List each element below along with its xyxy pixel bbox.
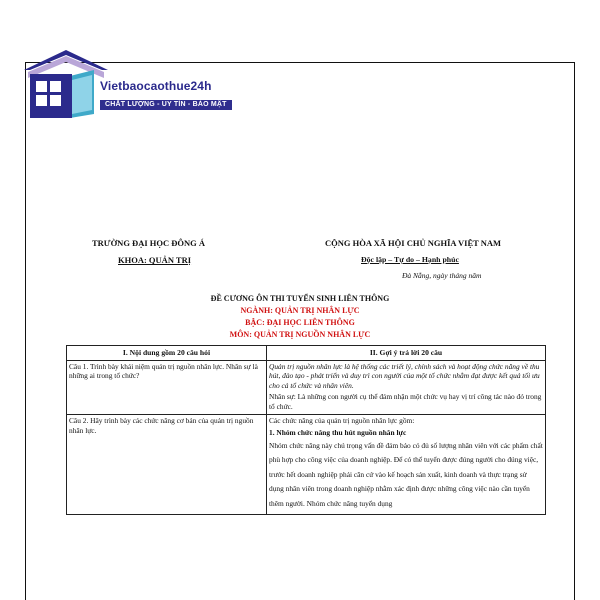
subject-line: MÔN: QUẢN TRỊ NGUỒN NHÂN LỰC [229, 330, 371, 339]
column-header-questions: I. Nội dung gồm 20 câu hỏi [67, 346, 267, 361]
document-title: ĐỀ CƯƠNG ÔN THI TUYỂN SINH LIÊN THÔNG [210, 294, 390, 303]
nation-title: CỘNG HÒA XÃ HỘI CHỦ NGHĨA VIỆT NAM [325, 238, 502, 248]
answer-cell [267, 415, 546, 515]
date-line: Đà Nẵng, ngày tháng năm [402, 271, 482, 280]
level-line: BẬC: ĐẠI HỌC LIÊN THÔNG [245, 318, 355, 327]
question-cell: Câu 1. Trình bày khái niệm quản trị nguồn nhân lực. Nhân sự là những ai trong tổ chức? [67, 360, 267, 414]
table-header-row [67, 346, 546, 361]
answer-definition: Quản trị nguồn nhân lực là hệ thống các triết lý, chính sách và hoạt động chức năng về thu hút, đào tạo - phát triển và duy trì con người của một tổ chức nhằm đạt được kết quả tối ưu cho cả tổ chức và nhân viên. [269, 361, 540, 390]
answer-section-heading: 1. Nhóm chức năng thu hút nguồn nhân lực [269, 427, 407, 437]
answer-intro: Các chức năng của quản trị nguồn nhân lực gồm: [269, 416, 415, 426]
logo-brand-name: Vietbaocaothue24h [100, 79, 212, 93]
question-cell: Câu 2. Hãy trình bày các chức năng cơ bản của quản trị nguồn nhân lực. [67, 415, 267, 515]
answer-note: Nhân sự: Là những con người cụ thể đảm nhận một chức vụ hay vị trí công tác nào đó trong tổ chức. [269, 392, 542, 411]
qa-table [66, 345, 546, 515]
house-logo-icon [22, 48, 108, 118]
answer-cell [267, 360, 546, 414]
school-name: TRƯỜNG ĐẠI HỌC ĐÔNG Á [92, 238, 206, 248]
column-header-answers: II. Gợi ý trả lời 20 câu [267, 346, 546, 361]
faculty-name: KHOA: QUẢN TRỊ [118, 255, 192, 265]
national-motto: Độc lập – Tự do – Hạnh phúc [361, 255, 459, 264]
logo-tagline: CHẤT LƯỢNG - UY TÍN - BẢO MẬT [100, 100, 232, 110]
table-row [67, 415, 546, 515]
answer-body: Nhóm chức năng này chú trọng vấn đề đảm bảo có đủ số lượng nhân viên với các phẩm chất phù hợp cho công việc của doanh nghiệp. Để có thể tuyển được đúng người cho đúng việc, trước hết doanh nghiệp phải căn cứ vào kế hoạch sản xuất, kinh doanh và thực trạng sử dụng nhân viên trong doanh nghiệp nhằm xác định được những công việc nào cần tuyển thêm người. Nhóm chức năng tuyển dụng [269, 441, 543, 508]
table-row [67, 360, 546, 414]
major-line: NGÀNH: QUẢN TRỊ NHÂN LỰC [240, 306, 360, 315]
brand-logo [22, 48, 232, 118]
